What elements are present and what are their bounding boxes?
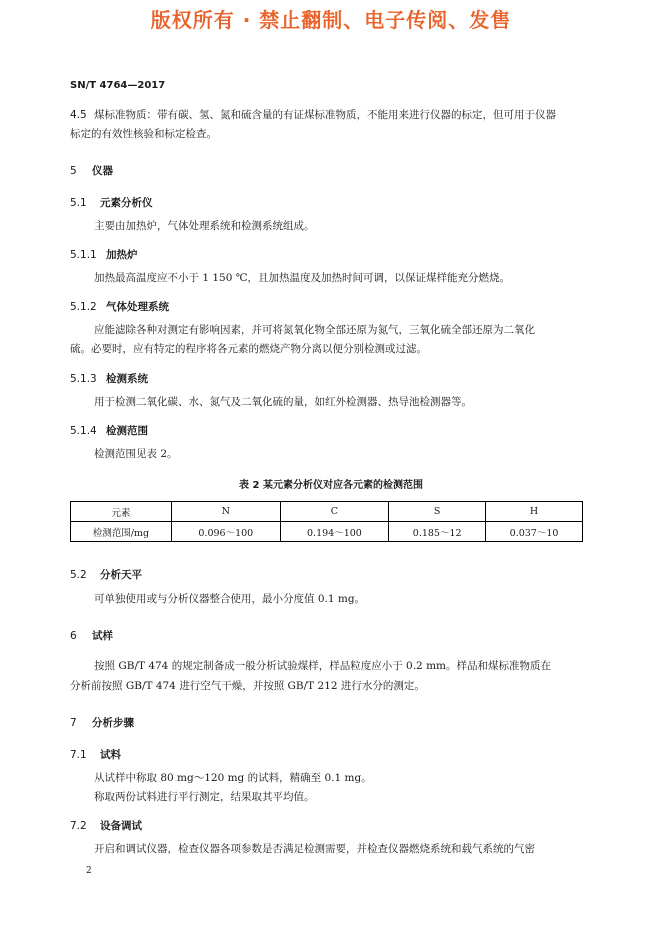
section-number: 5.1.1 [70, 249, 97, 261]
copyright-banner: 版权所有 · 禁止翻制、电子传阅、发售 [150, 8, 512, 32]
table-row [71, 522, 583, 542]
section-number: 7 [70, 717, 77, 729]
section-title: 分析天平 [100, 569, 142, 581]
page-number: 2 [86, 866, 92, 876]
section-number: 5.2 [70, 569, 87, 581]
table-cell: 检测范围/mg [71, 522, 172, 542]
section-number: 5.1.3 [70, 373, 97, 385]
section-5-1-text: 主要由加热炉，气体处理系统和检测系统组成。 [94, 220, 315, 232]
section-7-1-line2: 称取两份试料进行平行测定，结果取其平均值。 [94, 791, 315, 803]
clause-4-5-line2: 标定的有效性核验和标定检查。 [70, 128, 217, 140]
section-5-1-4-text: 检测范围见表 2。 [94, 448, 178, 460]
table-header-cell: C [280, 502, 389, 522]
clause-text-line1: 煤标准物质：带有碳、氢、氮和硫含量的有证煤标准物质，不能用来进行仪器的标定，但可用于仪器 [94, 109, 556, 121]
section-number: 5 [70, 165, 77, 177]
table-cell: 0.185～12 [389, 522, 486, 542]
section-title: 检测范围 [106, 425, 148, 437]
section-7-2-heading [70, 818, 142, 833]
section-number: 5.1.2 [70, 301, 97, 313]
section-7-1-line1: 从试样中称取 80 mg～120 mg 的试料，精确至 0.1 mg。 [94, 772, 372, 784]
table-header-cell: 元素 [71, 502, 172, 522]
section-5-1-3-text: 用于检测二氧化碳、水、氮气及二氧化硫的量，如红外检测器、热导池检测器等。 [94, 396, 472, 408]
section-6-line1: 按照 GB/T 474 的规定制备成一般分析试验煤样，样品粒度应小于 0.2 mm。样品和煤标准物质在 [94, 660, 551, 672]
section-5-1-2-line1: 应能滤除各种对测定有影响因素，并可将氮氧化物全部还原为氮气，三氧化硫全部还原为二氧化 [94, 324, 535, 336]
table-cell: 0.194～100 [280, 522, 389, 542]
section-title: 加热炉 [106, 249, 138, 261]
section-5-1-4-heading [70, 423, 148, 438]
section-6-line2: 分析前按照 GB/T 474 进行空气干燥，并按照 GB/T 212 进行水分的测定。 [70, 680, 425, 692]
section-number: 5.1 [70, 197, 87, 209]
section-number: 5.1.4 [70, 425, 97, 437]
section-number: 7.1 [70, 749, 87, 761]
table-cell: 0.096～100 [172, 522, 281, 542]
table-header-row [71, 502, 583, 522]
clause-number: 4.5 [70, 109, 87, 121]
section-title: 仪器 [92, 165, 113, 177]
section-5-1-2-line2: 硫。必要时，应有特定的程序将各元素的燃烧产物分离以便分别检测或过滤。 [70, 343, 427, 355]
standard-code: SN/T 4764—2017 [70, 80, 166, 91]
section-5-heading [70, 163, 113, 178]
section-title: 分析步骤 [92, 717, 134, 729]
section-5-1-2-heading [70, 299, 169, 314]
section-7-2-line1: 开启和调试仪器，检查仪器各项参数是否满足检测需要，并检查仪器燃烧系统和载气系统的气密 [94, 843, 535, 855]
clause-4-5 [70, 106, 556, 125]
section-number: 7.2 [70, 820, 87, 832]
section-title: 试样 [92, 630, 113, 642]
table-caption: 表 2 某元素分析仪对应各元素的检测范围 [239, 480, 423, 491]
section-title: 设备调试 [100, 820, 142, 832]
section-title: 试料 [100, 749, 121, 761]
section-title: 检测系统 [106, 373, 148, 385]
section-5-1-heading [70, 195, 153, 210]
detection-range-table [70, 501, 583, 542]
section-title: 元素分析仪 [100, 197, 153, 209]
table-header-cell: S [389, 502, 486, 522]
table-cell: 0.037～10 [486, 522, 583, 542]
section-6-heading [70, 628, 113, 643]
section-7-heading [70, 715, 134, 730]
section-5-1-3-heading [70, 371, 148, 386]
section-title: 气体处理系统 [106, 301, 169, 313]
section-5-1-1-heading [70, 247, 138, 262]
table-header-cell: N [172, 502, 281, 522]
section-7-1-heading [70, 747, 121, 762]
table-header-cell: H [486, 502, 583, 522]
section-5-1-1-text: 加热最高温度应不小于 1 150 ℃，且加热温度及加热时间可调，以保证煤样能充分燃烧。 [94, 272, 510, 284]
section-number: 6 [70, 630, 77, 642]
section-5-2-text: 可单独使用或与分析仪器整合使用，最小分度值 0.1 mg。 [94, 593, 366, 605]
section-5-2-heading [70, 567, 142, 582]
